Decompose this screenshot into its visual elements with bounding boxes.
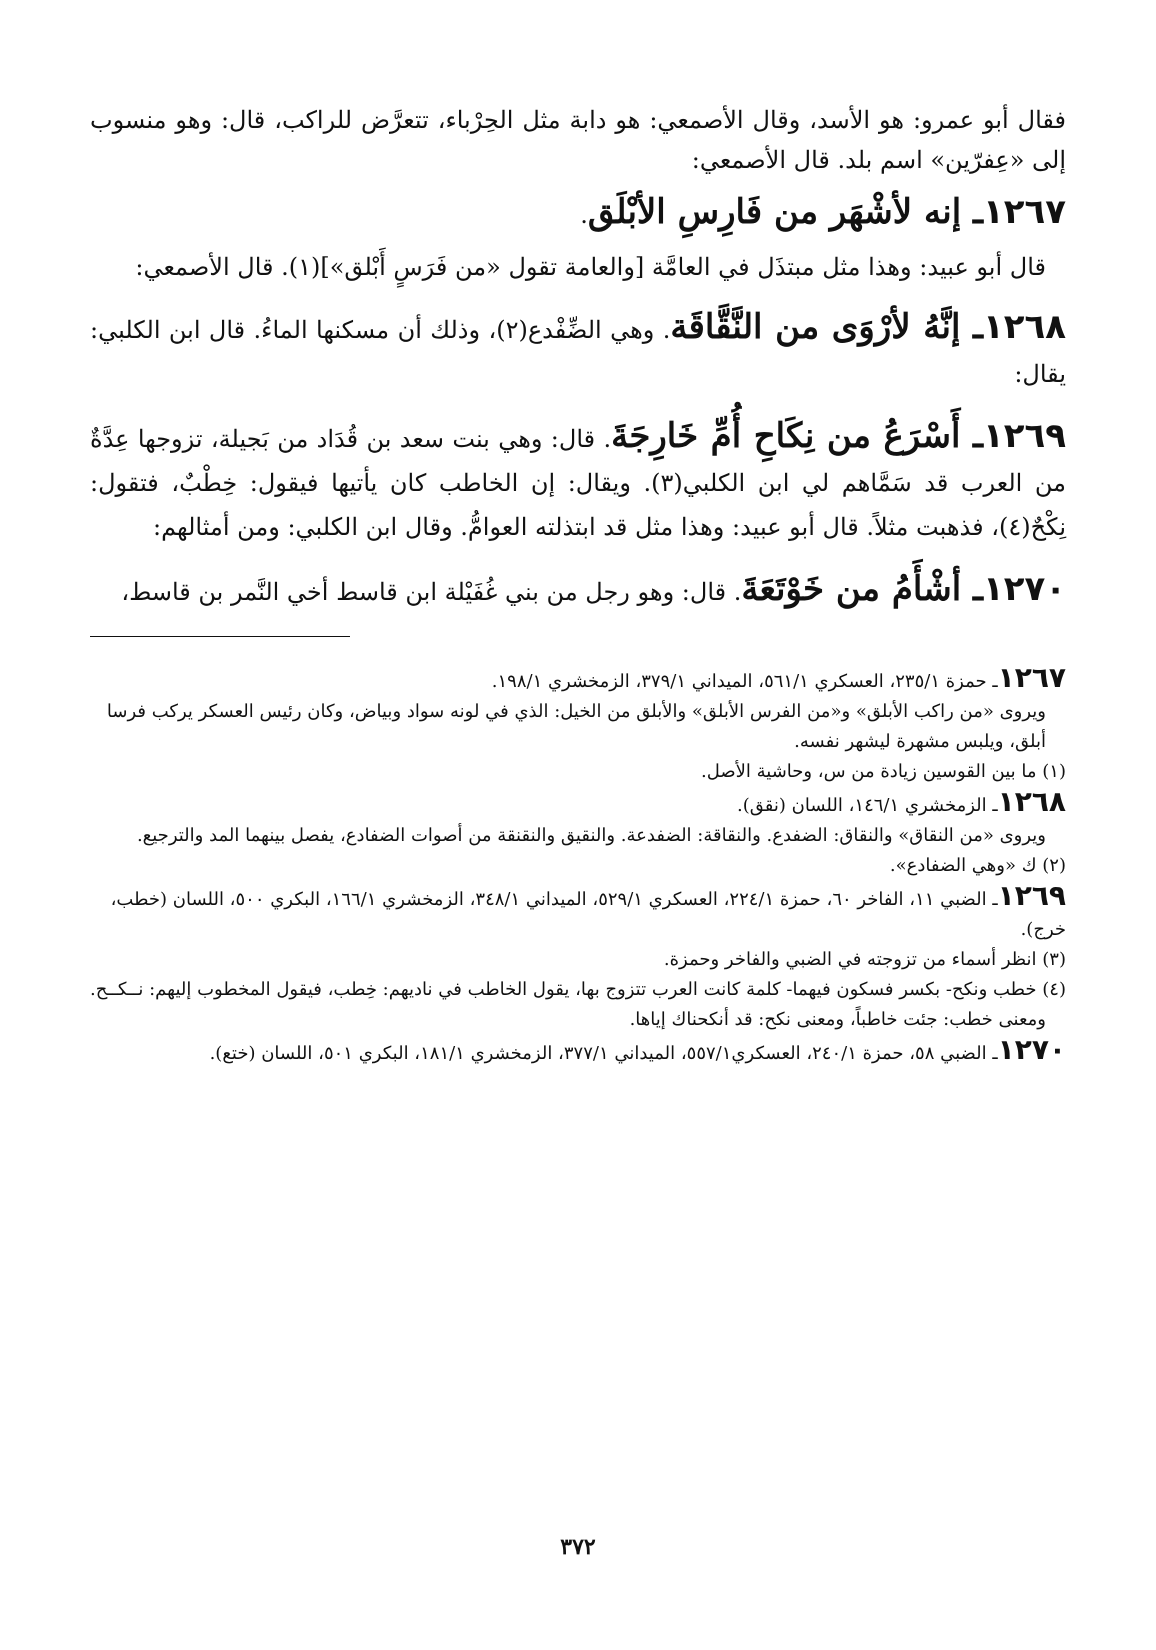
footnote-divider [90,636,350,637]
entry-number: ١٢٦٧ [982,192,1066,232]
footnote-4-note: ومعنى خطب: جئت خاطباً، ومعنى نكح: قد أنكحناك إياها. [629,1009,1046,1030]
footnote-2: (٢) ك «وهي الضفادع». [889,855,1066,876]
entry-number: ١٢٦٩ [982,416,1066,456]
proverb-tail: . [580,201,588,229]
entry-1267-commentary: قال أبو عبيد: وهذا مثل مبتذَل في العامَّة [والعامة تقول «من فَرَسٍ أَبْلق»](١). قال الأصمعي: [135,253,1046,281]
proverb-text: إنه لأشْهَر من فَارِسِ الأبْلَق [587,192,962,232]
entry-1270: ١٢٧٠ـ أشْأَمُ من خَوْتَعَةَ. قال: وهو رجل من بني غُفَيْلة ابن قاسط أخي النَّمر بن قاسط، [121,569,1066,609]
footnote-1270: ١٢٧٠ـ الضبي ٥٨، حمزة ٢٤٠/١، العسكري٥٥٧/١، الميداني ٣٧٧/١، الزمخشري ١٨١/١، البكري ٥٠١، اللسان (ختع). [209,1033,1066,1066]
entry-1269: ١٢٦٩ـ أَسْرَعُ من نِكَاحِ أُمِّ خَارِجَةَ. قال: وهي بنت سعد بن قُدَاد من بَجيلة، تزوجها عِدَّةٌ من العرب قد سَمَّاهم لي ابن الكلبي(٣). ويقال: إن الخاطب كان يأتيها فيقول: خِطْبٌ، فتقول: نِكْحٌ(٤)، فذهبت مثلاً. قال أبو عبيد: وهذا مثل قد ابتذلته العوامُّ. وقال ابن الكلبي: ومن أمثالهم: [90,416,1067,541]
entry-number: ١٢٦٨ [982,307,1066,347]
footnote-1267: ١٢٦٧ـ حمزة ٢٣٥/١، العسكري ٥٦١/١، الميداني ٣٧٩/١، الزمخشري ١٩٨/١. [491,661,1066,694]
intro-paragraph: فقال أبو عمرو: هو الأسد، وقال الأصمعي: هو دابة مثل الحِرْباء، تتعرَّض للراكب، قال: وهو منسوب إلى «عِفرّين» اسم بلد. قال الأصمعي: [90,106,1066,174]
proverb-tail: . قال: وهي بنت سعد بن قُدَاد من بَجيلة، تزوجها عِدَّةٌ من العرب قد سَمَّاهم لي ابن الكلبي(٣). ويقال: إن الخاطب كان يأتيها فيقول: خِطْبٌ، فتقول: نِكْحٌ(٤)، فذهبت مثلاً. قال أبو عبيد: وهذا مثل قد ابتذلته العوامُّ. وقال ابن الكلبي: ومن أمثالهم: [90,425,1067,541]
proverb-text: إنَّهُ لأرْوَى من النَّقَّاقَة [670,307,961,347]
entry-number: ١٢٧٠ [982,569,1066,609]
entry-1267: ١٢٦٧ـ إنه لأشْهَر من فَارِسِ الأبْلَق. [580,192,1066,232]
proverb-tail: . قال: وهو رجل من بني غُفَيْلة ابن قاسط أخي النَّمر بن قاسط، [121,578,742,606]
footnote-1: (١) ما بين القوسين زيادة من س، وحاشية الأصل. [700,761,1066,782]
footnotes [90,663,1066,1069]
entry-1268: ١٢٦٨ـ إنَّهُ لأرْوَى من النَّقَّاقَة. وهي الضِّفْدع(٢)، وذلك أن مسكنها الماءُ. قال ابن الكلبي: يقال: [90,307,1066,388]
footnote-1267-note: ويروى «من راكب الأبلق» و«من الفرس الأبلق» والأبلق من الخيل: الذي في لونه سواد وبياض، وكان رئيس العسكر يركب فرسا أبلق، ويلبس مشهرة ليشهر نفسه. [106,701,1046,752]
footnote-1269: ١٢٦٩ـ الضبي ١١، الفاخر ٦٠، حمزة ٢٢٤/١، العسكري ٥٢٩/١، الميداني ٣٤٨/١، الزمخشري ١٦٦/١، البكري ٥٠٠، اللسان (خطب، خرج). [110,879,1066,940]
proverb-text: أَسْرَعُ من نِكَاحِ أُمِّ خَارِجَةَ [611,416,961,456]
proverb-tail: . وهي الضِّفْدع(٢)، وذلك أن مسكنها الماءُ. قال ابن الكلبي: يقال: [90,316,1066,388]
page-number: ٣٧٢ [560,1534,596,1560]
footnote-1268-note: ويروى «من النقاق» والنقاق: الضفدع. والنقاقة: الضفدعة. والنقيق والنقنقة من أصوات الضفادع، يفصل بينهما المد والترجيع. [136,825,1046,846]
footnote-1268: ١٢٦٨ـ الزمخشري ١٤٦/١، اللسان (نقق). [737,785,1066,818]
proverb-text: أشْأَمُ من خَوْتَعَةَ [741,569,962,609]
footnote-3: (٣) انظر أسماء من تزوجته في الضبي والفاخر وحمزة. [663,949,1066,970]
footnote-4: (٤) خطب ونكح- بكسر فسكون فيهما- كلمة كانت العرب تتزوج بها، يقول الخاطب في ناديهم: خِطب، فيقول المخطوب إليهم: نــكــح. [90,979,1066,1000]
